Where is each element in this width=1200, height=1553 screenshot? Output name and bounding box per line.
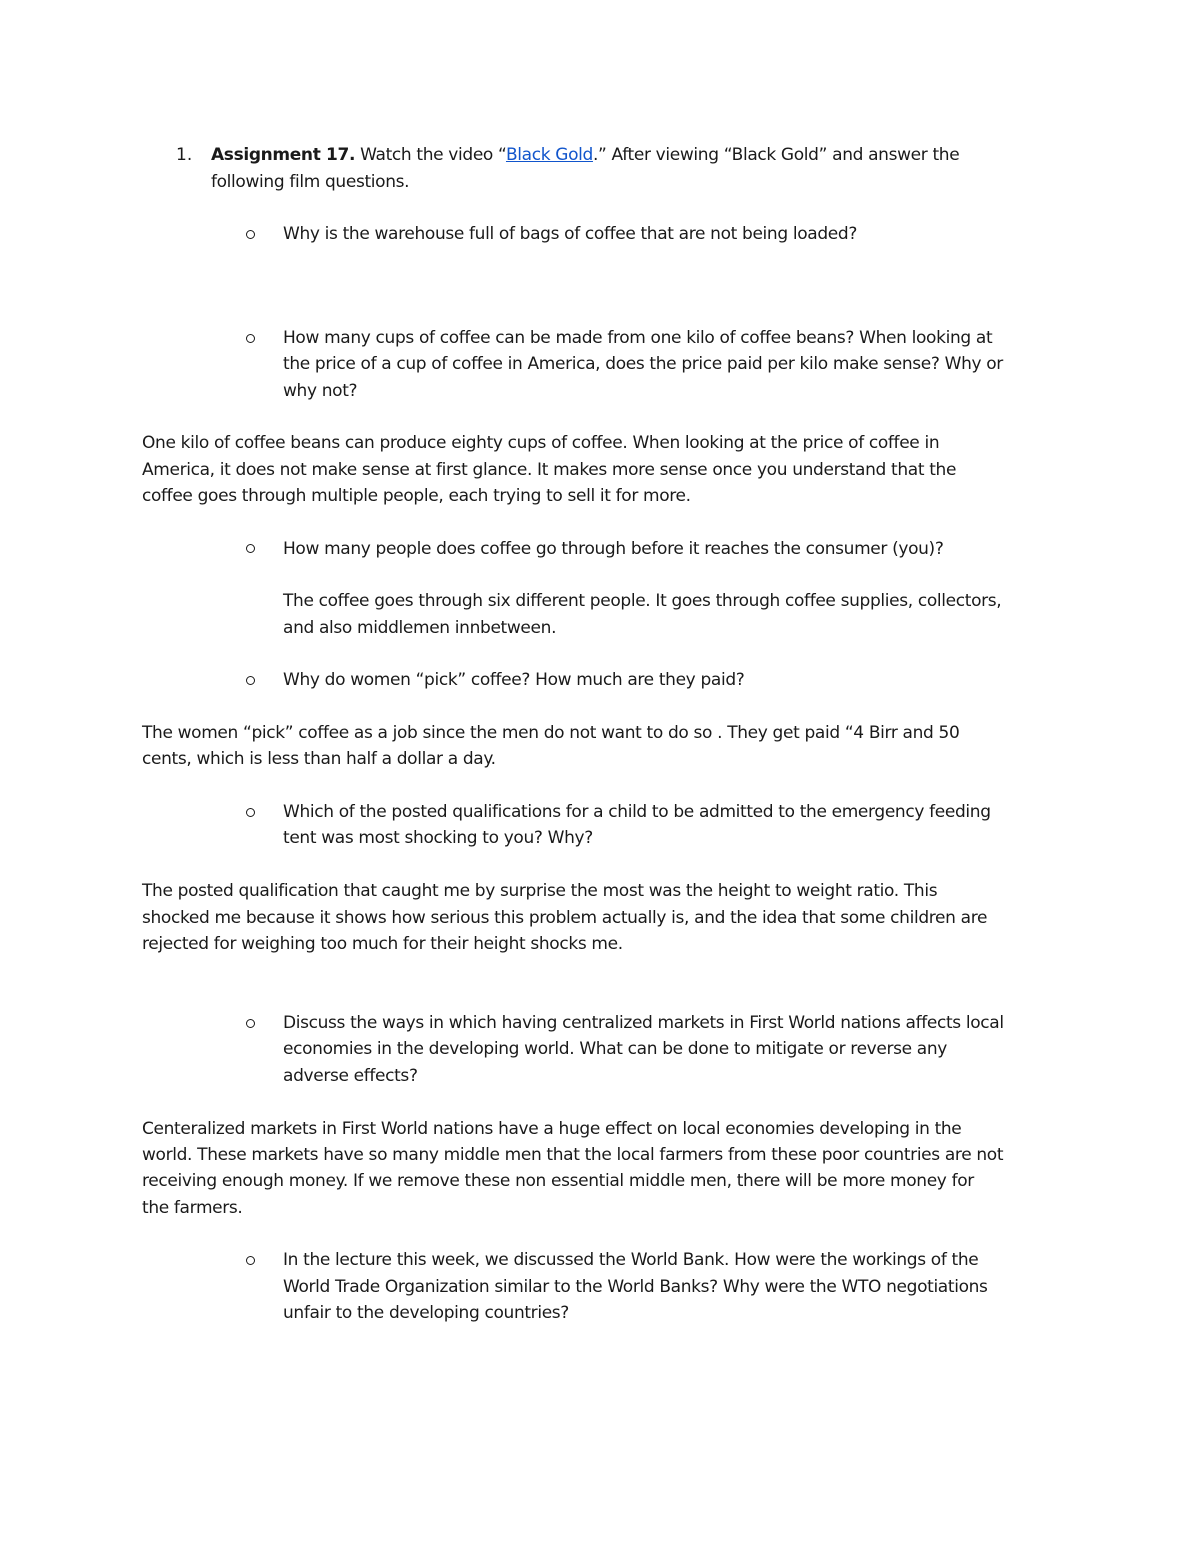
assignment-intro-line2: following film questions. — [211, 172, 410, 192]
answer-6-line1: Centeralized markets in First World nations have a huge effect on local economies developing in the — [142, 1119, 962, 1139]
answer-3-line2: and also middlemen innbetween. — [283, 618, 557, 638]
answer-4-line2: cents, which is less than half a dollar a day. — [142, 749, 496, 769]
answer-2-line1: One kilo of coffee beans can produce eighty cups of coffee. When looking at the price of coffee in — [142, 433, 940, 453]
question-1: Why is the warehouse full of bags of coffee that are not being loaded? — [283, 224, 858, 244]
answer-5-line3: rejected for weighing too much for their height shocks me. — [142, 934, 623, 954]
answer-2-line3: coffee goes through multiple people, each trying to sell it for more. — [142, 486, 691, 506]
assignment-intro — [211, 142, 959, 168]
black-gold-link[interactable]: Black Gold — [505, 145, 593, 165]
question-5-line2: tent was most shocking to you? Why? — [283, 828, 593, 848]
question-6-line2: economies in the developing world. What can be done to mitigate or reverse any — [283, 1039, 948, 1059]
question-2-line3: why not? — [283, 381, 358, 401]
answer-6-line4: the farmers. — [142, 1198, 243, 1218]
question-6-line3: adverse effects? — [283, 1066, 418, 1086]
question-2-line1: How many cups of coffee can be made from one kilo of coffee beans? When looking at — [283, 328, 993, 348]
intro-text-post: .” After viewing “Black Gold” and answer the — [592, 145, 960, 165]
bullet-icon — [246, 1256, 255, 1265]
question-3: How many people does coffee go through before it reaches the consumer (you)? — [283, 539, 944, 559]
list-number: 1. — [176, 145, 193, 165]
answer-3-line1: The coffee goes through six different people. It goes through coffee supplies, collectors, — [283, 591, 1002, 611]
bullet-icon — [246, 230, 255, 239]
question-7-line3: unfair to the developing countries? — [283, 1303, 569, 1323]
assignment-label: Assignment 17. — [211, 145, 356, 165]
answer-2-line2: America, it does not make sense at first glance. It makes more sense once you understand that the — [142, 460, 957, 480]
bullet-icon — [246, 1019, 255, 1028]
answer-5-line1: The posted qualification that caught me by surprise the most was the height to weight ratio. This — [142, 881, 938, 901]
bullet-icon — [246, 334, 255, 343]
answer-6-line3: receiving enough money. If we remove these non essential middle men, there will be more money for — [142, 1171, 974, 1191]
bullet-icon — [246, 676, 255, 685]
question-7-line1: In the lecture this week, we discussed the World Bank. How were the workings of the — [283, 1250, 979, 1270]
answer-5-line2: shocked me because it shows how serious this problem actually is, and the idea that some children are — [142, 908, 988, 928]
question-2-line2: the price of a cup of coffee in America, does the price paid per kilo make sense? Why or — [283, 354, 1003, 374]
answer-6-line2: world. These markets have so many middle men that the local farmers from these poor countries are not — [142, 1145, 1004, 1165]
intro-text-pre: Watch the video “ — [355, 145, 506, 165]
question-4: Why do women “pick” coffee? How much are they paid? — [283, 670, 745, 690]
question-5-line1: Which of the posted qualifications for a child to be admitted to the emergency feeding — [283, 802, 991, 822]
question-7-line2: World Trade Organization similar to the World Banks? Why were the WTO negotiations — [283, 1277, 988, 1297]
bullet-icon — [246, 544, 255, 553]
answer-4-line1: The women “pick” coffee as a job since the men do not want to do so . They get paid “4 Birr and 50 — [142, 723, 960, 743]
bullet-icon — [246, 808, 255, 817]
question-6-line1: Discuss the ways in which having centralized markets in First World nations affects local — [283, 1013, 1004, 1033]
